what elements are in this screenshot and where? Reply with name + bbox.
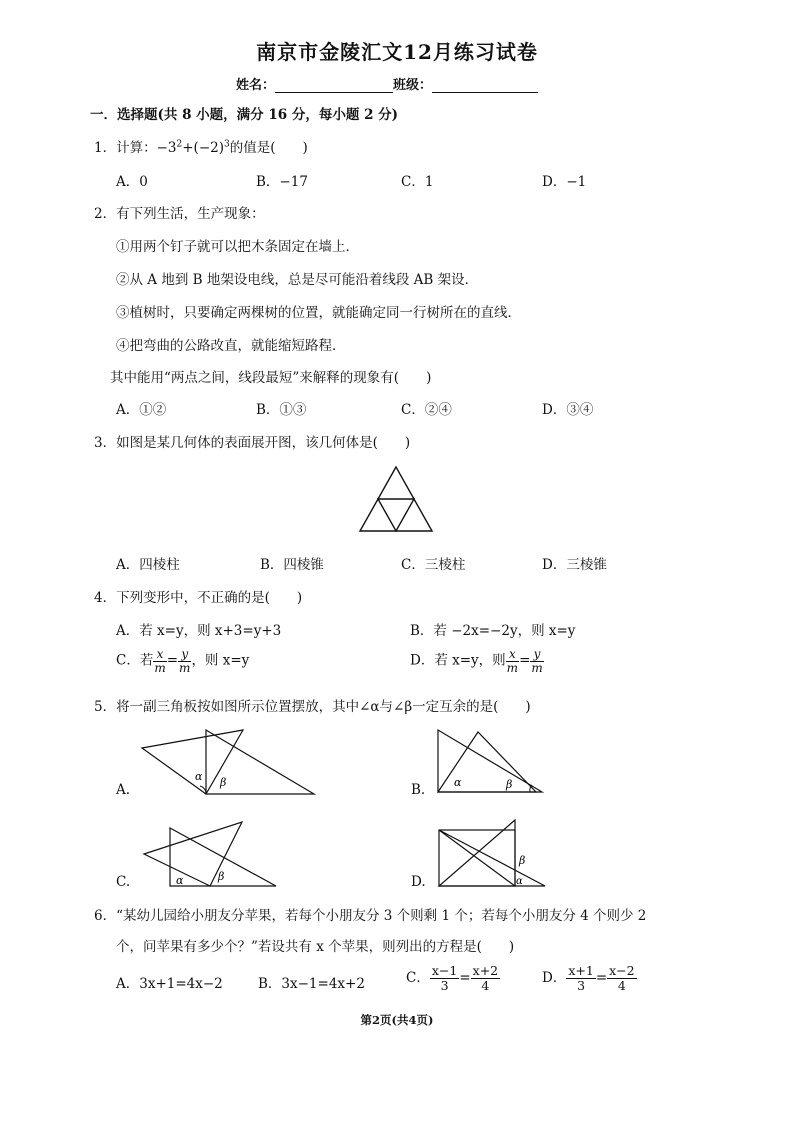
q5-diagram-c <box>142 818 278 888</box>
q5-option-d[interactable]: D. <box>411 874 426 890</box>
q3-stem: 3．如图是某几何体的表面展开图，该几何体是( ) <box>94 435 411 451</box>
q4d-num2: y <box>530 648 543 662</box>
q4c-fraction-right <box>178 648 191 674</box>
q6c-fraction-right <box>471 964 500 993</box>
alpha-label: α <box>516 876 523 887</box>
q2-option-d[interactable]: D．③④ <box>542 402 594 418</box>
q4c-eq: = <box>166 652 179 669</box>
q3-option-d[interactable]: D．三棱锥 <box>542 557 607 573</box>
q5-option-c[interactable]: C. <box>116 874 131 890</box>
q6-option-c[interactable] <box>406 964 500 993</box>
q4d-num1: x <box>506 648 519 662</box>
q2-option-c[interactable]: C．②④ <box>401 402 452 418</box>
q2-item-3: ③植树时，只要确定两棵树的位置，就能确定同一行树所在的直线． <box>116 305 521 321</box>
class-label: 班级： <box>393 78 433 93</box>
q1-exp-b: 3 <box>223 139 230 150</box>
q5-option-a[interactable]: A. <box>116 782 131 798</box>
q1-suffix: 的值是( ) <box>229 140 308 156</box>
q4c-den2: m <box>179 660 191 675</box>
q6-option-a[interactable]: A．3x+1=4x−2 <box>116 976 223 992</box>
q4-option-c[interactable] <box>116 648 249 674</box>
q1-option-d[interactable]: D．−1 <box>542 174 587 190</box>
q5-diagram-d <box>437 818 549 888</box>
q6c-den1: 3 <box>440 977 449 993</box>
beta-label: β <box>506 778 513 791</box>
q6d-num2: x−2 <box>609 963 635 978</box>
q1-expr-a: −3 <box>156 140 177 156</box>
q6d-num1: x+1 <box>568 963 594 978</box>
q2-question: 其中能用“两点之间，线段最短”来解释的现象有( ) <box>110 370 432 386</box>
name-blank[interactable] <box>275 78 393 93</box>
q1-expr-b: +(−2) <box>182 140 224 156</box>
class-blank[interactable] <box>432 78 538 93</box>
q1-option-c[interactable]: C．1 <box>401 174 434 190</box>
q6d-den2: 4 <box>617 977 626 993</box>
q4d-den1: m <box>506 660 519 675</box>
q5-option-b[interactable]: B. <box>411 782 426 798</box>
q6d-eq: = <box>595 969 608 986</box>
q4-option-d[interactable] <box>410 648 544 674</box>
q4-option-b[interactable]: B．若 −2x=−2y，则 x=y <box>410 623 576 639</box>
q6d-den1: 3 <box>577 977 586 993</box>
q1-stem <box>94 136 308 156</box>
q1-exp-a: 2 <box>176 139 183 150</box>
q2-item-2: ②从 A 地到 B 地架设电线，总是尽可能沿着线段 AB 架设． <box>116 272 479 288</box>
q6c-prefix: C． <box>406 969 430 986</box>
q6c-den2: 4 <box>481 977 490 993</box>
q3-option-b[interactable]: B．四棱锥 <box>260 557 324 573</box>
q6c-num1: x−1 <box>431 963 458 978</box>
q4c-num2: y <box>178 648 191 662</box>
q2-option-a[interactable]: A．①② <box>116 402 167 418</box>
q6-stem-line1: 6．“某幼儿园给小朋友分苹果，若每个小朋友分 3 个则剩 1 个；若每个小朋友分 4 个则少 2 <box>94 908 647 924</box>
q5-stem: 5．将一副三角板按如图所示位置摆放，其中∠α与∠β一定互余的是( ) <box>94 699 531 715</box>
q6d-prefix: D． <box>542 969 567 986</box>
q1-prefix: 1．计算： <box>94 140 157 156</box>
beta-label: β <box>220 776 227 789</box>
q6c-fraction-left <box>430 964 459 993</box>
triangle-board-1 <box>142 730 243 794</box>
student-info-row <box>236 74 538 93</box>
q3-option-a[interactable]: A．四棱柱 <box>116 557 180 573</box>
q2-stem: 2．有下列生活，生产现象： <box>94 206 265 222</box>
alpha-label: α <box>454 776 462 789</box>
q4d-prefix: D．若 x=y，则 <box>410 652 506 669</box>
triangle-board-2 <box>439 830 545 886</box>
q4d-fraction-right <box>530 648 543 674</box>
q1-option-b[interactable]: B．−17 <box>256 174 308 190</box>
q4-stem: 4．下列变形中，不正确的是( ) <box>94 590 303 606</box>
section-heading: 一．选择题(共 8 小题，满分 16 分，每小题 2 分) <box>90 107 399 123</box>
q6c-num2: x+2 <box>472 963 499 978</box>
q6-stem-line2: 个，问苹果有多少个？”若设共有 x 个苹果，则列出的方程是( ) <box>116 939 515 955</box>
q6-option-d[interactable] <box>542 964 637 993</box>
q5-diagram-a <box>140 728 316 798</box>
page-footer: 第2页(共4页) <box>360 1013 434 1027</box>
name-label: 姓名： <box>236 78 276 93</box>
q4c-suffix: ，则 x=y <box>191 652 250 669</box>
q4c-prefix: C．若 <box>116 652 154 669</box>
triangle-board-2 <box>144 822 242 886</box>
q2-option-b[interactable]: B．①③ <box>256 402 307 418</box>
q1-option-a[interactable]: A．0 <box>116 174 148 190</box>
q6c-eq: = <box>459 969 471 986</box>
q6d-fraction-right <box>607 964 636 993</box>
beta-label: β <box>519 854 526 867</box>
q2-item-1: ①用两个钉子就可以把木条固定在墙上． <box>116 239 359 255</box>
exam-title: 南京市金陵汇文12月练习试卷 <box>256 40 538 64</box>
q4d-eq: = <box>519 652 531 669</box>
beta-label: β <box>218 870 225 883</box>
q4c-num1: x <box>153 648 166 662</box>
alpha-label: α <box>195 770 203 783</box>
q3-option-c[interactable]: C．三棱柱 <box>401 557 466 573</box>
net-inner-triangle <box>378 499 414 531</box>
q4c-den1: m <box>154 660 166 675</box>
q6-option-b[interactable]: B．3x−1=4x+2 <box>258 976 365 992</box>
q6d-fraction-left <box>566 964 595 993</box>
q4c-fraction-left <box>153 648 166 674</box>
q4d-den2: m <box>531 660 543 675</box>
q4-option-a[interactable]: A．若 x=y，则 x+3=y+3 <box>116 623 282 639</box>
q5-diagram-b <box>434 728 546 796</box>
q3-net-diagram <box>358 465 434 533</box>
q2-item-4: ④把弯曲的公路改直，就能缩短路程． <box>116 338 346 354</box>
triangle-board-2 <box>438 732 536 792</box>
q4d-fraction-left <box>506 648 519 674</box>
alpha-label: α <box>176 874 184 887</box>
